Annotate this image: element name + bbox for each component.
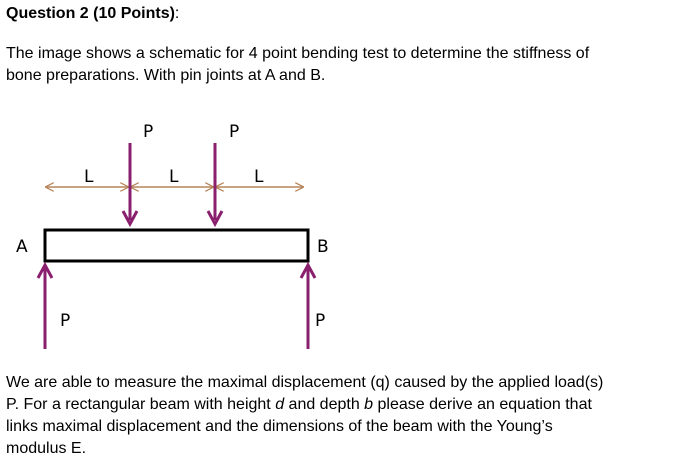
- question-line-2-mid: and depth: [284, 396, 365, 413]
- question-line-2: [6, 394, 682, 416]
- variable-b: b: [364, 396, 374, 413]
- load-label-2: P: [229, 122, 240, 142]
- support-label-b: B: [317, 237, 329, 257]
- reaction-label-right: P: [315, 311, 326, 331]
- question-title: Question 2 (10 Points): [6, 5, 175, 22]
- question-line-1: We are able to measure the maximal displacement (q) caused by the applied load(s): [6, 374, 604, 391]
- span-label-2: L: [169, 167, 179, 187]
- support-label-a: A: [16, 237, 28, 257]
- span-label-3: L: [254, 167, 264, 187]
- reaction-label-left: P: [60, 311, 71, 331]
- question-line-2-end: please derive an equation that: [373, 396, 592, 413]
- beam: [45, 230, 308, 261]
- load-arrow-1: [123, 143, 137, 224]
- intro-line-1: The image shows a schematic for 4 point bending test to determine the stiffness of: [6, 45, 590, 62]
- reaction-arrow-left: [38, 265, 52, 349]
- span-label-1: L: [84, 167, 94, 187]
- reaction-arrow-right: [301, 265, 315, 349]
- load-label-1: P: [143, 122, 154, 142]
- question-line-2-start: P. For a rectangular beam with height: [6, 396, 276, 413]
- question-paragraph: [6, 372, 682, 460]
- load-arrow-2: [208, 143, 222, 224]
- question-title-colon: :: [174, 5, 180, 22]
- question-line-3: links maximal displacement and the dimensions of the beam with the Young’s: [6, 418, 553, 435]
- question-line-4: modulus E.: [6, 440, 87, 457]
- variable-d: d: [275, 396, 285, 413]
- intro-line-2: bone preparations. With pin joints at A and B.: [6, 67, 326, 84]
